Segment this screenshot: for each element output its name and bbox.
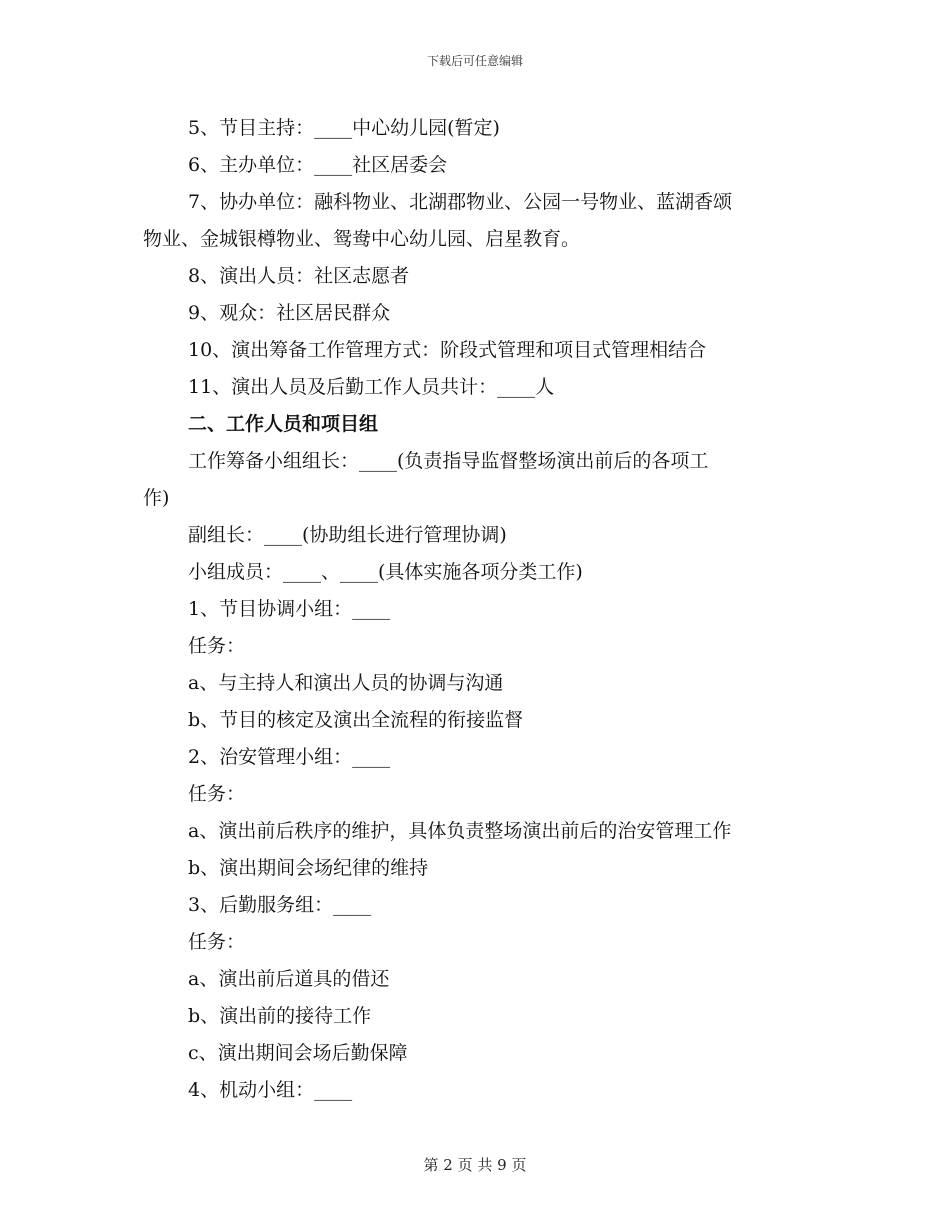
text-line: 任务： bbox=[188, 635, 246, 657]
text-line: 6、主办单位：____社区居委会 bbox=[188, 154, 448, 176]
section-heading: 二、工作人员和项目组 bbox=[188, 413, 379, 435]
text-line: c、演出期间会场后勤保障 bbox=[188, 1042, 408, 1064]
text-line: b、节目的核定及演出全流程的衔接监督 bbox=[188, 709, 524, 731]
text-line: 2、治安管理小组：____ bbox=[188, 746, 391, 768]
text-line: 7、协办单位：融科物业、北湖郡物业、公园一号物业、蓝湖香颂 bbox=[188, 191, 733, 213]
text-line: a、与主持人和演出人员的协调与沟通 bbox=[188, 672, 504, 694]
text-line: 小组成员：____、____(具体实施各项分类工作) bbox=[188, 561, 583, 583]
text-line: 任务： bbox=[188, 931, 246, 953]
text-line: 5、节目主持：____中心幼儿园(暂定) bbox=[188, 117, 500, 139]
text-line: 9、观众：社区居民群众 bbox=[188, 302, 391, 324]
text-line: a、演出前后秩序的维护，具体负责整场演出前后的治安管理工作 bbox=[188, 820, 732, 842]
text-line: 8、演出人员：社区志愿者 bbox=[188, 265, 410, 287]
text-line: 工作筹备小组组长：____(负责指导监督整场演出前后的各项工 bbox=[188, 450, 709, 472]
text-line: 11、演出人员及后勤工作人员共计：____人 bbox=[188, 376, 555, 398]
text-line: 1、节目协调小组：____ bbox=[188, 598, 391, 620]
text-line: 4、机动小组：____ bbox=[188, 1079, 353, 1101]
page-header: 下载后可任意编辑 bbox=[426, 54, 523, 68]
text-line: 10、演出筹备工作管理方式：阶段式管理和项目式管理相结合 bbox=[188, 339, 707, 361]
page-footer: 第 2 页 共 9 页 bbox=[423, 1156, 527, 1174]
text-line: a、演出前后道具的借还 bbox=[188, 968, 390, 990]
text-line: 任务： bbox=[188, 783, 246, 805]
text-line: 副组长：____(协助组长进行管理协调) bbox=[188, 524, 507, 546]
text-line: b、演出前的接待工作 bbox=[188, 1005, 372, 1027]
text-line: 3、后勤服务组：____ bbox=[188, 894, 372, 916]
text-line: b、演出期间会场纪律的维持 bbox=[188, 857, 429, 879]
text-line: 物业、金城银樽物业、鸳鸯中心幼儿园、启星教育。 bbox=[143, 228, 581, 250]
text-line: 作) bbox=[143, 487, 170, 509]
